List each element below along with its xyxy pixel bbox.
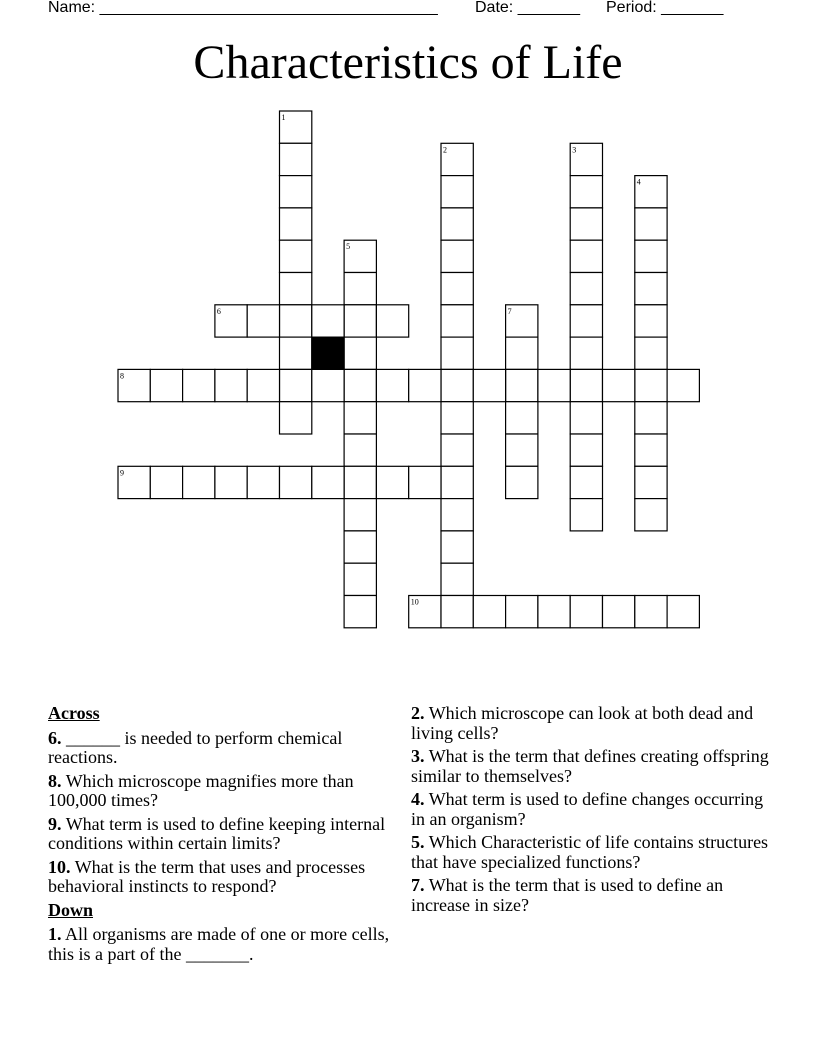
grid-cell[interactable]: [441, 466, 473, 498]
grid-cell[interactable]: [312, 466, 344, 498]
grid-cell[interactable]: [635, 596, 667, 628]
grid-cell[interactable]: [376, 466, 408, 498]
period-field[interactable]: Period: _______: [606, 0, 724, 16]
grid-cell[interactable]: [667, 596, 699, 628]
grid-cell[interactable]: [280, 143, 312, 175]
grid-cell[interactable]: [441, 305, 473, 337]
grid-cell[interactable]: [635, 208, 667, 240]
grid-cell[interactable]: [635, 305, 667, 337]
grid-cell[interactable]: [635, 434, 667, 466]
grid-cell[interactable]: [570, 240, 602, 272]
grid-cell[interactable]: [441, 337, 473, 369]
grid-cell[interactable]: [570, 402, 602, 434]
cell-number: 1: [281, 113, 286, 122]
grid-cell[interactable]: [441, 369, 473, 401]
grid-cell[interactable]: [344, 337, 376, 369]
grid-cell[interactable]: [409, 369, 441, 401]
grid-cell[interactable]: [570, 176, 602, 208]
down-heading: Down: [48, 899, 94, 920]
clues-right-column: [411, 704, 771, 919]
grid-cell[interactable]: [441, 434, 473, 466]
grid-cell[interactable]: [344, 531, 376, 563]
grid-cell[interactable]: [570, 273, 602, 305]
grid-cell[interactable]: [667, 369, 699, 401]
grid-cell[interactable]: [344, 402, 376, 434]
grid-cell[interactable]: [441, 208, 473, 240]
grid-cell[interactable]: [247, 369, 279, 401]
grid-cell[interactable]: [215, 466, 247, 498]
grid-cell[interactable]: [473, 369, 505, 401]
cell-number: 10: [410, 597, 419, 607]
cell-number: 4: [636, 177, 641, 187]
grid-cell[interactable]: [635, 369, 667, 401]
grid-cell[interactable]: [280, 337, 312, 369]
grid-cell[interactable]: [247, 466, 279, 498]
grid-cell[interactable]: [506, 337, 538, 369]
clues-left-column: [48, 704, 393, 968]
clue-across: 10. What is the term that uses and processes behavioral instincts to respond?: [48, 856, 366, 896]
grid-cell[interactable]: [280, 176, 312, 208]
grid-cell[interactable]: [280, 240, 312, 272]
grid-cell[interactable]: [312, 305, 344, 337]
grid-cell[interactable]: [280, 273, 312, 305]
grid-cell[interactable]: [570, 499, 602, 531]
grid-cell[interactable]: [344, 466, 376, 498]
grid-cell[interactable]: [280, 208, 312, 240]
grid-cell[interactable]: [506, 402, 538, 434]
cell-number: 5: [346, 242, 351, 252]
grid-cell[interactable]: [280, 305, 312, 337]
grid-cell[interactable]: [441, 240, 473, 272]
grid-cell[interactable]: [570, 337, 602, 369]
grid-cell[interactable]: [344, 596, 376, 628]
cell-number: 3: [572, 145, 577, 155]
grid-cell[interactable]: [570, 208, 602, 240]
across-heading: Across: [48, 703, 100, 723]
grid-cell[interactable]: [150, 369, 182, 401]
clue-across: 6. ______ is needed to perform chemical reactions.: [48, 727, 343, 767]
grid-cell[interactable]: [215, 369, 247, 401]
grid-cell[interactable]: [635, 273, 667, 305]
grid-cell[interactable]: [441, 176, 473, 208]
grid-cell[interactable]: [409, 466, 441, 498]
cell-number: 2: [443, 145, 447, 155]
grid-cell[interactable]: [183, 466, 215, 498]
grid-cell[interactable]: [280, 369, 312, 401]
grid-cell[interactable]: [150, 466, 182, 498]
grid-cell[interactable]: [506, 434, 538, 466]
cell-number: 9: [120, 468, 124, 478]
grid-cell[interactable]: [635, 499, 667, 531]
grid-cell[interactable]: [344, 369, 376, 401]
grid-cell[interactable]: [603, 369, 635, 401]
cell-number: 8: [120, 371, 124, 381]
grid-cell[interactable]: [506, 596, 538, 628]
grid-cell[interactable]: [635, 466, 667, 498]
grid-block-cell: [312, 337, 344, 369]
grid-cell[interactable]: [344, 434, 376, 466]
grid-cell[interactable]: [441, 563, 473, 595]
grid-cell[interactable]: [441, 499, 473, 531]
grid-cell[interactable]: [506, 466, 538, 498]
clue-down: 7. What is the term that is used to define an increase in size?: [411, 875, 724, 915]
grid-cell[interactable]: [280, 402, 312, 434]
grid-cell[interactable]: [344, 563, 376, 595]
grid-cell[interactable]: [376, 369, 408, 401]
clue-down: 1. All organisms are made of one or more cells, this is a part of the _______.: [48, 924, 390, 964]
grid-cell[interactable]: [635, 402, 667, 434]
grid-cell[interactable]: [441, 531, 473, 563]
grid-cell[interactable]: [570, 596, 602, 628]
grid-cell[interactable]: [344, 305, 376, 337]
grid-cell[interactable]: [376, 305, 408, 337]
grid-cell[interactable]: [441, 273, 473, 305]
grid-cell[interactable]: [603, 596, 635, 628]
grid-cell[interactable]: [441, 402, 473, 434]
cell-number: 6: [216, 306, 221, 316]
grid-cell[interactable]: [570, 369, 602, 401]
grid-cell[interactable]: [635, 337, 667, 369]
grid-cell[interactable]: [247, 305, 279, 337]
clue-down: 4. What term is used to define changes occurring in an organism?: [411, 789, 764, 829]
grid-cell[interactable]: [635, 240, 667, 272]
grid-cell[interactable]: [538, 596, 570, 628]
grid-cell[interactable]: [570, 466, 602, 498]
grid-cell[interactable]: [344, 273, 376, 305]
grid-cell[interactable]: [506, 369, 538, 401]
date-field[interactable]: Date: _______: [475, 0, 580, 16]
clue-down: 2. Which microscope can look at both dead and living cells?: [411, 703, 754, 743]
grid-cell[interactable]: [183, 369, 215, 401]
grid-cell[interactable]: [280, 466, 312, 498]
grid-cell[interactable]: [538, 369, 570, 401]
clue-down: 3. What is the term that defines creating offspring similar to themselves?: [411, 746, 769, 786]
grid-cell[interactable]: [344, 499, 376, 531]
grid-cell[interactable]: [441, 596, 473, 628]
page-title: Characteristics of Life: [193, 36, 623, 89]
grid-cell[interactable]: [312, 369, 344, 401]
grid-cell[interactable]: [473, 596, 505, 628]
grid-cell[interactable]: [570, 434, 602, 466]
name-field[interactable]: Name: ______________________________________: [48, 0, 438, 16]
clue-down: 5. Which Characteristic of life contains structures that have specialized functions?: [411, 832, 769, 872]
clue-across: 9. What term is used to define keeping internal conditions within certain limits?: [48, 813, 386, 853]
clue-across: 8. Which microscope magnifies more than 100,000 times?: [48, 770, 354, 810]
cell-number: 7: [507, 306, 512, 316]
grid-cell[interactable]: [570, 305, 602, 337]
